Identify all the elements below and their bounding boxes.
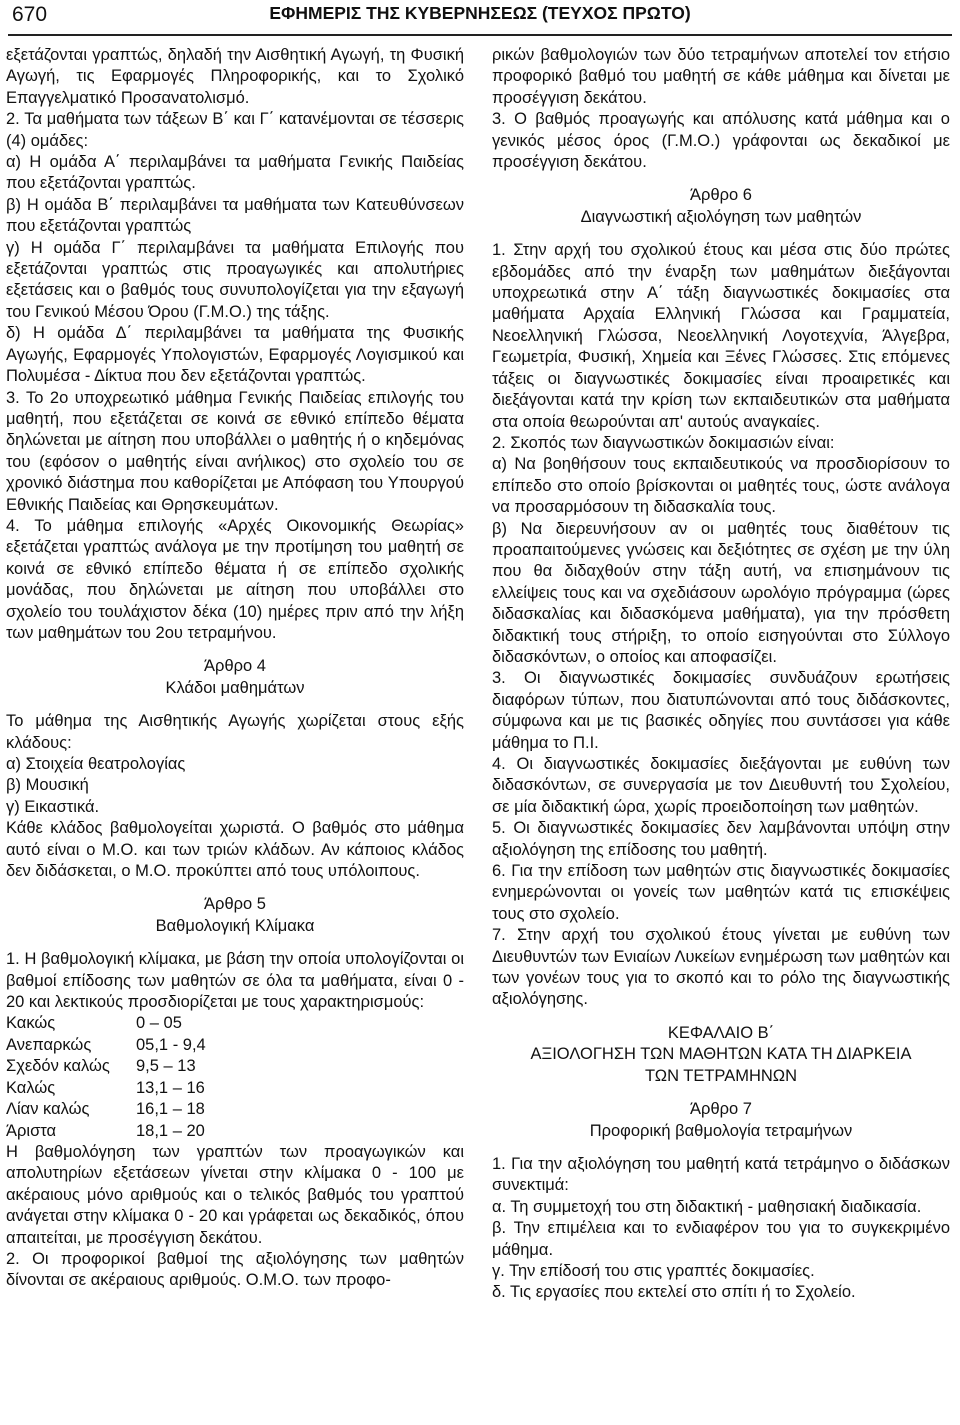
paragraph: εξετάζονται γραπτώς, δηλαδή την Αισθητική Αγωγή, τη Φυσική Αγωγή, τις Εφαρμογές Πληροφορικής, και το Σχολικό Επαγγελματικό Προσανατολισμό. — [6, 46, 464, 107]
grade-scale-row — [6, 1099, 464, 1120]
paragraph: γ) Η ομάδα Γ΄ περιλαμβάνει τα μαθήματα Επιλογής που εξετάζονται γραπτώς στις προαγωγικές και απολυτήριες εξετάσεις και ο βαθμός τους συνυπολογίζεται για την εξαγωγή του Γενικού Μέσου Όρου (Γ.Μ.Ο.) της τάξης. — [6, 238, 464, 321]
article-7-title: Άρθρο 7 — [690, 1100, 752, 1119]
grade-scale-row — [6, 1121, 464, 1142]
paragraph: β) Να διερευνήσουν αν οι μαθητές τους διαθέτουν τις προαπαιτούμενες γνώσεις και δεξιότητες σε σχέση με την ύλη που θα διδαχθούν στην τάξη αυτή, να επισημάνουν τις ελλείψεις τους και να σχεδιάσουν ωρολόγιο πρόγραμμα (ώρες διδασκαλίας και διδασκόμενα μαθήματα), για την πρόσθετη διδακτική τους στήριξη, το οποίο εισηγούνται στο Σύλλογο διδασκόντων, ο οποίος και αποφασίζει. — [492, 519, 950, 666]
right-column — [492, 45, 950, 1304]
grade-label: Άριστα — [6, 1121, 57, 1140]
grade-scale-row — [6, 1078, 464, 1099]
article-4-subtitle: Κλάδοι μαθημάτων — [165, 678, 305, 697]
paragraph: 3. Οι διαγνωστικές δοκιμασίες συνδυάζουν ερωτήσεις διαφόρων τύπων, που διατυπώνονται από τους διδάσκοντες, σύμφωνα και με τις βασικές οδηγίες που συντάσσει για κάθε μάθημα το Π.Ι. — [492, 669, 950, 752]
paragraph: β. Την επιμέλεια και το ενδιαφέρον του για το συγκεκριμένο μάθημα. — [492, 1219, 950, 1259]
paragraph: 1. Η βαθμολογική κλίμακα, με βάση την οποία υπολογίζονται οι βαθμοί επίδοσης των μαθητών σε όλα τα μαθήματα, είναι 0 - 20 και λεκτικούς προσδιορίζεται με τους χαρακτηρισμούς: — [6, 950, 464, 1012]
paragraph: β) Μουσική — [6, 776, 89, 795]
paragraph: 2. Οι προφορικοί βαθμοί της αξιολόγησης των μαθητών δίνονται σε ακέραιους αριθμούς. Ο.Μ.Ο. των προφο- — [6, 1249, 464, 1290]
grade-range: 05,1 - 9,4 — [136, 1035, 206, 1054]
article-5-title: Άρθρο 5 — [204, 895, 266, 914]
grade-range: 9,5 – 13 — [136, 1057, 196, 1076]
page-header — [0, 0, 960, 40]
paragraph: 7. Στην αρχή του σχολικού έτους γίνεται με ευθύνη των Διευθυντών των Ενιαίων Λυκείων ενημέρωση των μαθητών και των γονέων τους για το σκοπό και το ρόλο της διαγνωστικής αξιολόγησης. — [492, 926, 950, 1009]
chapter-title: ΚΕΦΑΛΑΙΟ Β΄ — [667, 1023, 775, 1042]
paragraph: 2. Σκοπός των διαγνωστικών δοκιμασιών είναι: — [492, 433, 835, 452]
paragraph: γ. Την επίδοσή του στις γραπτές δοκιμασίες. — [492, 1261, 815, 1280]
paragraph: Κάθε κλάδος βαθμολογείται χωριστά. Ο βαθμός στο μάθημα αυτό είναι ο Μ.Ο. και των τριών κλάδων. Αν κάποιος κλάδος δεν διδάσκεται, ο Μ.Ο. προκύπτει από τους υπόλοιπους. — [6, 819, 464, 881]
paragraph: Η βαθμολόγηση των γραπτών των προαγωγικών και απολυτηρίων εξετάσεων γίνεται στην κλίμακα 0 - 100 με ακέραιους μόνο αριθμούς και ο τελικός βαθμός του γραπτού ανάγεται στην κλίμακα 0 - 20 και γράφεται ως δεκαδικός, όπου απαιτείται, με προσέγγιση δεκάτου. — [6, 1142, 464, 1247]
grade-label: Λίαν καλώς — [6, 1100, 90, 1119]
grade-label: Ανεπαρκώς — [6, 1035, 92, 1054]
paragraph: 3. Ο βαθμός προαγωγής και απόλυσης κατά μάθημα και ο γενικός μέσος όρος (Γ.Μ.Ο.) γράφονται ως δεκαδικοί με προσέγγιση δεκάτου. — [492, 110, 950, 172]
paragraph: 6. Για την επίδοση των μαθητών στις διαγνωστικές δοκιμασίες ενημερώνονται οι γονείς των μαθητών κατά τις επισκέψεις τους στο σχολείο. — [492, 862, 950, 923]
paragraph: β) Η ομάδα Β΄ περιλαμβάνει τα μαθήματα των Κατευθύνσεων που εξετάζονται γραπτώς — [6, 195, 464, 236]
paragraph: 2. Τα μαθήματα των τάξεων Β΄ και Γ΄ κατανέμονται σε τέσσερις (4) ομάδες: — [6, 110, 464, 150]
paragraph: δ. Τις εργασίες που εκτελεί στο σπίτι ή το Σχολείο. — [492, 1283, 856, 1302]
header-rule — [8, 34, 952, 36]
paragraph: 4. Οι διαγνωστικές δοκιμασίες διεξάγονται με ευθύνη των διδασκόντων, σε συνεργασία με τον Διευθυντή του Σχολείου, σε μία διδακτική ώρα, χωρίς προειδοποίηση των μαθητών. — [492, 755, 950, 816]
grade-scale — [6, 1013, 464, 1141]
article-7-subtitle: Προφορική βαθμολογία τετραμήνων — [589, 1121, 853, 1140]
grade-range: 0 – 05 — [136, 1014, 182, 1033]
article-6-subtitle: Διαγνωστική αξιολόγηση των μαθητών — [580, 207, 862, 226]
grade-label: Σχεδόν καλώς — [6, 1057, 110, 1076]
paragraph: 1. Στην αρχή του σχολικού έτους και μέσα στις δύο πρώτες εβδομάδες από την έναρξη των μαθημάτων διεξάγονται υποχρεωτικά στην Α΄ τάξη διαγνωστικές δοκιμασίες στα μαθήματα Αρχαία Ελληνική Γλώσσα και Γραμματεία, Νεοελληνική Γλώσσα, Νεοελληνική Λογοτεχνία, Άλγεβρα, Γεωμετρία, Φυσική, Χημεία και Ξένες Γλώσσες. Στις επόμενες τάξεις οι διαγνωστικές δοκιμασίες είναι προαιρετικές και διεξάγονται κατά την κρίση των εκπαιδευτικών στα μαθήματα στα οποία θεωρούνται απ' αυτούς αναγκαίες. — [492, 241, 950, 431]
paragraph: 3. Το 2ο υποχρεωτικό μάθημα Γενικής Παιδείας επιλογής του μαθητή, που εξετάζεται σε κοινά σε εθνικό επίπεδο θέματα δηλώνεται με αίτηση που υποβάλλει ο μαθητής ή ο κηδεμόνας του (εφόσον ο μαθητής είναι ανήλικος) στο σχολείο του σε χρονικό διάστημα που καθορίζεται με Απόφαση του Υπουργού Εθνικής Παιδείας και Θρησκευμάτων. — [6, 388, 464, 514]
grade-scale-row — [6, 1056, 464, 1077]
grade-label: Κακώς — [6, 1014, 56, 1033]
paragraph: α) Η ομάδα Α΄ περιλαμβάνει τα μαθήματα Γενικής Παιδείας που εξετάζονται γραπτώς. — [6, 153, 464, 193]
article-6-title: Άρθρο 6 — [690, 186, 752, 205]
grade-range: 18,1 – 20 — [136, 1121, 205, 1140]
chapter-subtitle: ΑΞΙΟΛΟΓΗΣΗ ΤΩΝ ΜΑΘΗΤΩΝ ΚΑΤΑ ΤΗ ΔΙΑΡΚΕΙΑ — [530, 1045, 912, 1064]
grade-range: 16,1 – 18 — [136, 1100, 205, 1119]
chapter-subtitle: ΤΩΝ ΤΕΤΡΑΜΗΝΩΝ — [644, 1066, 798, 1085]
grade-label: Καλώς — [6, 1078, 56, 1097]
left-column — [6, 45, 464, 1292]
paragraph: Το μάθημα της Αισθητικής Αγωγής χωρίζεται στους εξής κλάδους: — [6, 712, 464, 752]
paragraph: δ) Η ομάδα Δ΄ περιλαμβάνει τα μαθήματα της Φυσικής Αγωγής, Εφαρμογές Υπολογιστών, Εφαρμογές Λογισμικού και Πολυμέσα - Δίκτυα που δεν εξετάζονται γραπτώς. — [6, 324, 464, 386]
page-number: 670 — [12, 3, 48, 26]
grade-scale-row — [6, 1013, 464, 1034]
grade-scale-row — [6, 1035, 464, 1056]
paragraph: ρικών βαθμολογιών των δύο τετραμήνων αποτελεί τον ετήσιο προφορικό βαθμό του μαθητή σε κάθε μάθημα και δίνεται με προσέγγιση δεκάτου. — [492, 46, 950, 107]
paragraph: 4. Το μάθημα επιλογής «Αρχές Οικονομικής Θεωρίας» εξετάζεται γραπτώς ανάλογα με την προτίμηση του μαθητή σε κοινά σε εθνικό επίπεδο θέματα ή σε επίπεδο σχολικής μονάδας, που δηλώνεται με αίτηση που υποβάλλει στο σχολείο του τουλάχιστον δέκα (10) ημέρες πριν από την λήξη των μαθημάτων του 2ου τετραμήνου. — [6, 516, 464, 642]
paragraph: α) Να βοηθήσουν τους εκπαιδευτικούς να προσδιορίσουν το επίπεδο στο οποίο βρίσκονται οι μαθητές τους, ώστε ανάλογα να προσαρμόσουν τη διδασκαλία τους. — [492, 455, 950, 517]
article-5-subtitle: Βαθμολογική Κλίμακα — [155, 916, 315, 935]
grade-range: 13,1 – 16 — [136, 1078, 205, 1097]
article-4-title: Άρθρο 4 — [204, 657, 266, 676]
paragraph: α. Τη συμμετοχή του στη διδακτική - μαθησιακή διαδικασία. — [492, 1197, 922, 1216]
gazette-title: ΕΦΗΜΕΡΙΣ ΤΗΣ ΚΥΒΕΡΝΗΣΕΩΣ (ΤΕΥΧΟΣ ΠΡΩΤΟ) — [269, 3, 691, 23]
paragraph: 1. Για την αξιολόγηση του μαθητή κατά τετράμηνο ο διδάσκων συνεκτιμά: — [492, 1154, 950, 1195]
paragraph: γ) Εικαστικά. — [6, 797, 100, 816]
paragraph: 5. Οι διαγνωστικές δοκιμασίες δεν λαμβάνονται υπόψη στην αξιολόγηση της επίδοσης του μαθητή. — [492, 819, 950, 859]
paragraph: α) Στοιχεία θεατρολογίας — [6, 755, 186, 773]
